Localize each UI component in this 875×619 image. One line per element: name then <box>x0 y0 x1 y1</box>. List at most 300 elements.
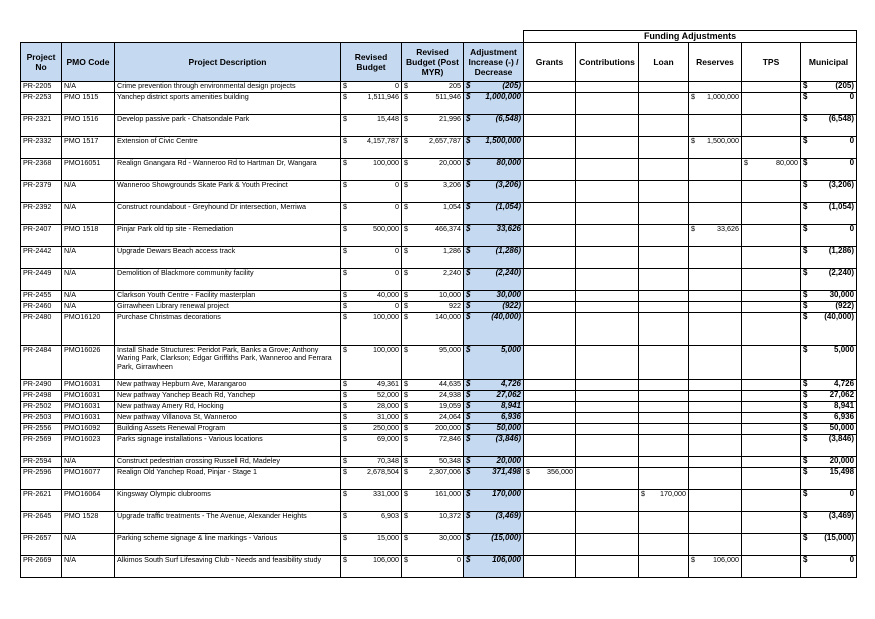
pmo-code-cell: PMO16077 <box>62 468 115 490</box>
table-row <box>21 556 857 578</box>
municipal-cell <box>801 203 857 225</box>
reserves-cell <box>689 93 742 115</box>
tps-value: 80,000 <box>776 158 798 167</box>
revised-budget-post-value: 10,000 <box>439 290 461 299</box>
tps-cell <box>742 159 801 181</box>
contributions-cell <box>576 82 639 93</box>
revised-budget-post-cell <box>402 181 464 203</box>
loan-cell <box>639 435 689 457</box>
table-row <box>21 203 857 225</box>
currency-symbol: $ <box>803 467 808 476</box>
pmo-code-cell: N/A <box>62 457 115 468</box>
col-loan: Loan <box>639 43 689 82</box>
currency-symbol: $ <box>803 290 808 299</box>
table-row <box>21 137 857 159</box>
contributions-cell <box>576 203 639 225</box>
currency-symbol: $ <box>404 114 408 123</box>
contributions-cell <box>576 380 639 391</box>
revised-budget-post-cell <box>402 380 464 391</box>
loan-cell <box>639 468 689 490</box>
currency-symbol: $ <box>343 390 347 399</box>
reserves-cell <box>689 346 742 380</box>
description-cell: Realign Gnangara Rd - Wanneroo Rd to Hartman Dr, Wangara <box>115 159 341 181</box>
tps-cell <box>742 291 801 302</box>
currency-symbol: $ <box>404 136 408 145</box>
pmo-code-cell: PMO16031 <box>62 402 115 413</box>
adjustment-value: (2,240) <box>495 268 521 277</box>
project-no-cell: PR-2455 <box>21 291 62 302</box>
description-cell: Install Shade Structures: Peridot Park, Banks a Grove; Anthony Waring Park, Clarkson; Edgar Griffiths Park, Wanneroo and Ferrara Park, Girrawheen <box>115 346 341 380</box>
reserves-cell <box>689 435 742 457</box>
currency-symbol: $ <box>343 467 347 476</box>
adjustment-value: (3,206) <box>495 180 521 189</box>
revised-budget-cell <box>341 203 402 225</box>
municipal-cell <box>801 181 857 203</box>
reserves-cell <box>689 203 742 225</box>
currency-symbol: $ <box>466 268 471 277</box>
currency-symbol: $ <box>803 136 808 145</box>
revised-budget-cell <box>341 269 402 291</box>
col-description: Project Description <box>115 43 341 82</box>
municipal-cell <box>801 247 857 269</box>
contributions-cell <box>576 247 639 269</box>
municipal-value: 0 <box>849 555 855 564</box>
project-no-cell: PR-2621 <box>21 490 62 512</box>
municipal-value: (2,240) <box>828 268 855 277</box>
revised-budget-post-value: 0 <box>457 555 461 564</box>
reserves-cell <box>689 159 742 181</box>
municipal-cell <box>801 413 857 424</box>
currency-symbol: $ <box>466 345 471 354</box>
reserves-cell <box>689 490 742 512</box>
loan-cell <box>639 203 689 225</box>
municipal-value: (3,206) <box>828 180 855 189</box>
loan-cell <box>639 512 689 534</box>
currency-symbol: $ <box>466 136 471 145</box>
adjustment-value: (205) <box>502 81 521 90</box>
project-no-cell: PR-2556 <box>21 424 62 435</box>
description-cell: Wanneroo Showgrounds Skate Park & Youth Precinct <box>115 181 341 203</box>
revised-budget-post-cell <box>402 435 464 457</box>
pmo-code-cell: N/A <box>62 291 115 302</box>
description-cell: New pathway Villanova St, Wanneroo <box>115 413 341 424</box>
revised-budget-value: 106,000 <box>373 555 399 564</box>
currency-symbol: $ <box>803 268 808 277</box>
reserves-cell <box>689 402 742 413</box>
table-row <box>21 302 857 313</box>
tps-cell <box>742 269 801 291</box>
adjustment-value: (6,548) <box>495 114 521 123</box>
col-municipal: Municipal <box>801 43 857 82</box>
adjustment-value: 80,000 <box>496 158 521 167</box>
currency-symbol: $ <box>404 290 408 299</box>
currency-symbol: $ <box>803 423 808 432</box>
currency-symbol: $ <box>343 511 347 520</box>
currency-symbol: $ <box>404 467 408 476</box>
municipal-cell <box>801 313 857 346</box>
revised-budget-value: 49,361 <box>377 379 399 388</box>
currency-symbol: $ <box>404 533 408 542</box>
revised-budget-post-value: 200,000 <box>435 423 461 432</box>
currency-symbol: $ <box>803 92 808 101</box>
table-row <box>21 269 857 291</box>
project-no-cell: PR-2321 <box>21 115 62 137</box>
revised-budget-cell <box>341 435 402 457</box>
currency-symbol: $ <box>803 246 808 255</box>
grants-cell <box>524 137 576 159</box>
currency-symbol: $ <box>803 114 808 123</box>
currency-symbol: $ <box>803 379 808 388</box>
adjustment-cell <box>464 203 524 225</box>
loan-cell <box>639 291 689 302</box>
loan-cell <box>639 534 689 556</box>
currency-symbol: $ <box>343 180 347 189</box>
municipal-value: 6,936 <box>834 412 855 421</box>
contributions-cell <box>576 115 639 137</box>
project-no-cell: PR-2379 <box>21 181 62 203</box>
adjustment-value: (3,846) <box>495 434 521 443</box>
revised-budget-value: 15,448 <box>377 114 399 123</box>
reserves-cell <box>689 269 742 291</box>
loan-cell <box>639 346 689 380</box>
municipal-value: 5,000 <box>834 345 855 354</box>
adjustment-value: 371,498 <box>492 467 521 476</box>
loan-cell <box>639 269 689 291</box>
revised-budget-post-cell <box>402 391 464 402</box>
revised-budget-post-cell <box>402 457 464 468</box>
description-cell: Upgrade Dewars Beach access track <box>115 247 341 269</box>
project-no-cell: PR-2657 <box>21 534 62 556</box>
municipal-value: (15,000) <box>824 533 855 542</box>
revised-budget-post-cell <box>402 82 464 93</box>
adjustment-value: 170,000 <box>492 489 521 498</box>
reserves-cell <box>689 247 742 269</box>
adjustment-cell <box>464 512 524 534</box>
revised-budget-post-cell <box>402 346 464 380</box>
revised-budget-cell <box>341 291 402 302</box>
col-reserves: Reserves <box>689 43 742 82</box>
currency-symbol: $ <box>404 489 408 498</box>
currency-symbol: $ <box>691 555 695 564</box>
reserves-cell <box>689 82 742 93</box>
header-spacer <box>21 31 524 43</box>
revised-budget-post-cell <box>402 556 464 578</box>
currency-symbol: $ <box>466 423 471 432</box>
adjustment-cell <box>464 413 524 424</box>
table-row <box>21 457 857 468</box>
table-row <box>21 346 857 380</box>
tps-cell <box>742 346 801 380</box>
revised-budget-value: 70,348 <box>377 456 399 465</box>
revised-budget-post-cell <box>402 413 464 424</box>
project-no-cell: PR-2460 <box>21 302 62 313</box>
currency-symbol: $ <box>466 401 471 410</box>
adjustment-value: 6,936 <box>500 412 521 421</box>
table-row <box>21 413 857 424</box>
loan-cell <box>639 313 689 346</box>
loan-cell <box>639 380 689 391</box>
pmo-code-cell: PMO 1516 <box>62 115 115 137</box>
revised-budget-post-cell <box>402 512 464 534</box>
reserves-cell <box>689 291 742 302</box>
grants-cell <box>524 435 576 457</box>
currency-symbol: $ <box>404 246 408 255</box>
project-no-cell: PR-2368 <box>21 159 62 181</box>
grants-cell <box>524 413 576 424</box>
reserves-cell <box>689 468 742 490</box>
pmo-code-cell: PMO 1528 <box>62 512 115 534</box>
municipal-cell <box>801 457 857 468</box>
pmo-code-cell: PMO16120 <box>62 313 115 346</box>
description-cell: Parking scheme signage & line markings - Various <box>115 534 341 556</box>
revised-budget-cell <box>341 424 402 435</box>
currency-symbol: $ <box>466 301 471 310</box>
reserves-value: 33,626 <box>717 224 739 233</box>
municipal-cell <box>801 269 857 291</box>
grants-cell <box>524 159 576 181</box>
currency-symbol: $ <box>803 158 808 167</box>
table-row <box>21 291 857 302</box>
loan-cell <box>639 402 689 413</box>
loan-cell <box>639 302 689 313</box>
revised-budget-value: 2,678,504 <box>367 467 399 476</box>
currency-symbol: $ <box>343 312 347 321</box>
table-row <box>21 435 857 457</box>
revised-budget-value: 1,511,946 <box>367 92 399 101</box>
revised-budget-post-cell <box>402 490 464 512</box>
tps-cell <box>742 115 801 137</box>
loan-cell <box>639 391 689 402</box>
project-no-cell: PR-2490 <box>21 380 62 391</box>
currency-symbol: $ <box>404 511 408 520</box>
currency-symbol: $ <box>803 224 808 233</box>
description-cell: Alkimos South Surf Lifesaving Club - Needs and feasibility study <box>115 556 341 578</box>
grants-cell <box>524 534 576 556</box>
currency-symbol: $ <box>343 136 347 145</box>
currency-symbol: $ <box>343 290 347 299</box>
adjustment-value: (1,286) <box>495 246 521 255</box>
municipal-value: (1,054) <box>828 202 855 211</box>
revised-budget-post-value: 2,307,006 <box>429 467 461 476</box>
currency-symbol: $ <box>404 224 408 233</box>
pmo-code-cell: N/A <box>62 556 115 578</box>
project-no-cell: PR-2480 <box>21 313 62 346</box>
description-cell: Crime prevention through environmental design projects <box>115 82 341 93</box>
adjustment-value: 27,062 <box>496 390 521 399</box>
table-body <box>21 82 857 578</box>
revised-budget-post-value: 1,286 <box>443 246 461 255</box>
adjustment-value: (40,000) <box>491 312 521 321</box>
municipal-value: (6,548) <box>828 114 855 123</box>
revised-budget-value: 250,000 <box>373 423 399 432</box>
adjustment-value: (1,054) <box>495 202 521 211</box>
reserves-cell <box>689 115 742 137</box>
currency-symbol: $ <box>466 202 471 211</box>
currency-symbol: $ <box>343 412 347 421</box>
currency-symbol: $ <box>466 555 471 564</box>
project-no-cell: PR-2205 <box>21 82 62 93</box>
pmo-code-cell: PMO16026 <box>62 346 115 380</box>
grants-value: 356,000 <box>547 467 573 476</box>
col-project-no: Project No <box>21 43 62 82</box>
description-cell: Clarkson Youth Centre - Facility masterplan <box>115 291 341 302</box>
table-row <box>21 534 857 556</box>
municipal-value: 27,062 <box>829 390 855 399</box>
currency-symbol: $ <box>343 489 347 498</box>
municipal-value: (3,846) <box>828 434 855 443</box>
revised-budget-value: 100,000 <box>373 158 399 167</box>
revised-budget-cell <box>341 302 402 313</box>
currency-symbol: $ <box>466 92 471 101</box>
revised-budget-cell <box>341 159 402 181</box>
currency-symbol: $ <box>803 345 808 354</box>
municipal-cell <box>801 346 857 380</box>
grants-cell <box>524 82 576 93</box>
revised-budget-cell <box>341 380 402 391</box>
column-header-row <box>21 43 857 82</box>
funding-adjustments-title: Funding Adjustments <box>524 31 857 43</box>
adjustment-cell <box>464 137 524 159</box>
adjustment-value: (15,000) <box>491 533 521 542</box>
adjustment-value: 1,500,000 <box>485 136 521 145</box>
table-row <box>21 225 857 247</box>
municipal-cell <box>801 137 857 159</box>
adjustment-cell <box>464 313 524 346</box>
currency-symbol: $ <box>803 533 808 542</box>
reserves-cell <box>689 225 742 247</box>
grants-cell <box>524 302 576 313</box>
municipal-cell <box>801 556 857 578</box>
loan-cell <box>639 137 689 159</box>
pmo-code-cell: PMO16092 <box>62 424 115 435</box>
description-cell: Upgrade traffic treatments - The Avenue, Alexander Heights <box>115 512 341 534</box>
municipal-cell <box>801 115 857 137</box>
revised-budget-cell <box>341 391 402 402</box>
revised-budget-cell <box>341 468 402 490</box>
revised-budget-post-cell <box>402 424 464 435</box>
pmo-code-cell: N/A <box>62 534 115 556</box>
adjustment-cell <box>464 291 524 302</box>
pmo-code-cell: PMO16031 <box>62 380 115 391</box>
adjustment-cell <box>464 115 524 137</box>
revised-budget-post-cell <box>402 291 464 302</box>
currency-symbol: $ <box>803 180 808 189</box>
adjustment-cell <box>464 302 524 313</box>
table-row <box>21 468 857 490</box>
revised-budget-value: 100,000 <box>373 345 399 354</box>
loan-cell <box>639 490 689 512</box>
project-no-cell: PR-2594 <box>21 457 62 468</box>
municipal-cell <box>801 435 857 457</box>
currency-symbol: $ <box>803 555 808 564</box>
loan-cell <box>639 413 689 424</box>
contributions-cell <box>576 556 639 578</box>
tps-cell <box>742 556 801 578</box>
reserves-cell <box>689 391 742 402</box>
currency-symbol: $ <box>466 312 471 321</box>
revised-budget-cell <box>341 534 402 556</box>
currency-symbol: $ <box>343 301 347 310</box>
adjustment-cell <box>464 247 524 269</box>
contributions-cell <box>576 291 639 302</box>
project-no-cell: PR-2253 <box>21 93 62 115</box>
currency-symbol: $ <box>691 224 695 233</box>
table-row <box>21 247 857 269</box>
revised-budget-value: 0 <box>395 180 399 189</box>
tps-cell <box>742 203 801 225</box>
project-no-cell: PR-2332 <box>21 137 62 159</box>
adjustment-cell <box>464 269 524 291</box>
loan-value: 170,000 <box>660 489 686 498</box>
grants-cell <box>524 313 576 346</box>
funding-group-row <box>21 31 857 43</box>
tps-cell <box>742 380 801 391</box>
grants-cell <box>524 93 576 115</box>
adjustment-cell <box>464 346 524 380</box>
description-cell: Kingsway Olympic clubrooms <box>115 490 341 512</box>
currency-symbol: $ <box>641 489 645 498</box>
pmo-code-cell: N/A <box>62 269 115 291</box>
revised-budget-post-cell <box>402 137 464 159</box>
project-no-cell: PR-2502 <box>21 402 62 413</box>
municipal-value: 50,000 <box>829 423 855 432</box>
tps-cell <box>742 413 801 424</box>
currency-symbol: $ <box>343 555 347 564</box>
revised-budget-post-value: 3,206 <box>443 180 461 189</box>
currency-symbol: $ <box>803 401 808 410</box>
revised-budget-value: 500,000 <box>373 224 399 233</box>
revised-budget-value: 31,000 <box>377 412 399 421</box>
municipal-cell <box>801 402 857 413</box>
currency-symbol: $ <box>404 555 408 564</box>
contributions-cell <box>576 346 639 380</box>
description-cell: Purchase Christmas decorations <box>115 313 341 346</box>
table-row <box>21 93 857 115</box>
currency-symbol: $ <box>466 246 471 255</box>
currency-symbol: $ <box>404 301 408 310</box>
contributions-cell <box>576 391 639 402</box>
adjustment-cell <box>464 93 524 115</box>
loan-cell <box>639 247 689 269</box>
tps-cell <box>742 424 801 435</box>
reserves-value: 106,000 <box>713 555 739 564</box>
revised-budget-post-value: 922 <box>449 301 461 310</box>
adjustment-cell <box>464 556 524 578</box>
adjustment-cell <box>464 468 524 490</box>
revised-budget-cell <box>341 346 402 380</box>
revised-budget-value: 100,000 <box>373 312 399 321</box>
currency-symbol: $ <box>803 312 808 321</box>
currency-symbol: $ <box>803 511 808 520</box>
revised-budget-post-cell <box>402 115 464 137</box>
adjustment-cell <box>464 435 524 457</box>
revised-budget-cell <box>341 93 402 115</box>
currency-symbol: $ <box>343 92 347 101</box>
grants-cell <box>524 468 576 490</box>
revised-budget-post-value: 19,059 <box>439 401 461 410</box>
project-no-cell: PR-2442 <box>21 247 62 269</box>
revised-budget-cell <box>341 556 402 578</box>
currency-symbol: $ <box>466 511 471 520</box>
revised-budget-post-value: 21,996 <box>439 114 461 123</box>
contributions-cell <box>576 181 639 203</box>
revised-budget-value: 15,000 <box>377 533 399 542</box>
pmo-code-cell: PMO 1518 <box>62 225 115 247</box>
adjustment-value: 33,626 <box>496 224 521 233</box>
currency-symbol: $ <box>466 412 471 421</box>
contributions-cell <box>576 93 639 115</box>
pmo-code-cell: PMO16023 <box>62 435 115 457</box>
